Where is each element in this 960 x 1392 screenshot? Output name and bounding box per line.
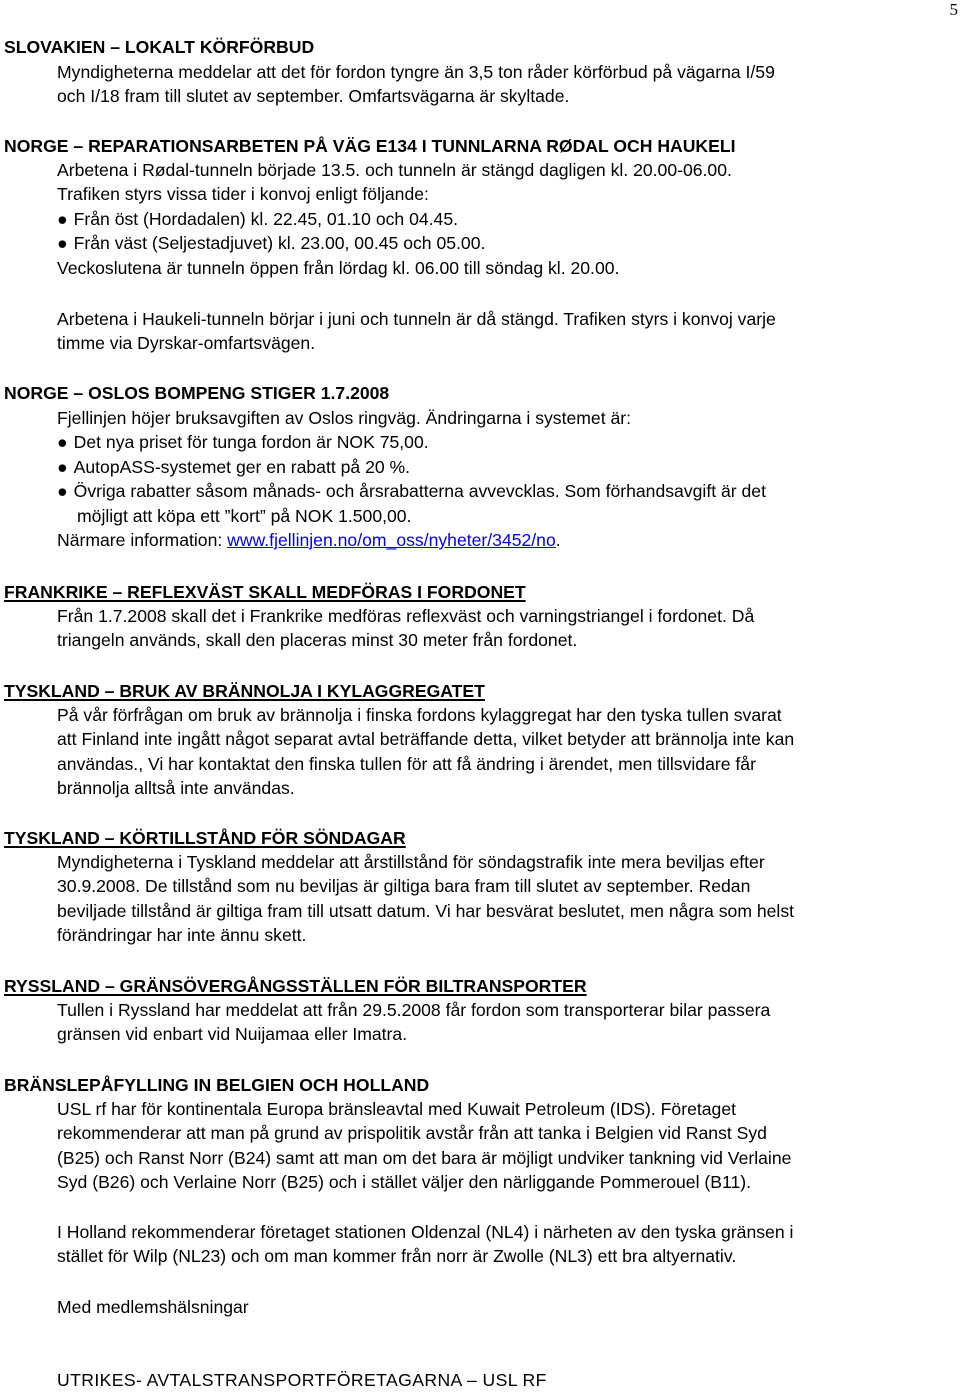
- list-item: ● Från öst (Hordadalen) kl. 22.45, 01.10 och 04.45.: [57, 207, 957, 231]
- text-line: triangeln används, skall den placeras minst 30 meter från fordonet.: [57, 630, 578, 651]
- footer: UTRIKES- AVTALSTRANSPORTFÖRETAGARNA – USL RF: [57, 1370, 547, 1390]
- bullet-icon: ●: [57, 456, 68, 477]
- text-line: gränsen vid enbart vid Nuijamaa eller Imatra.: [57, 1024, 408, 1045]
- list-item: ● Det nya priset för tunga fordon är NOK 75,00.: [57, 430, 957, 454]
- heading-slovakien: SLOVAKIEN – LOKALT KÖRFÖRBUD: [4, 37, 315, 57]
- text-line: Från 1.7.2008 skall det i Frankrike medföras reflexväst och varningstriangel i fordonet. Då: [57, 606, 755, 626]
- more-info-line: Närmare information: www.fjellinjen.no/om_oss/nyheter/3452/no.: [57, 530, 561, 551]
- text-line: Trafiken styrs vissa tider i konvoj enligt följande:: [57, 184, 429, 205]
- text-line: Myndigheterna i Tyskland meddelar att årstillstånd för söndagstrafik inte mera beviljas efter: [57, 852, 765, 872]
- text-line: förändringar har inte ännu skett.: [57, 925, 307, 946]
- text-line: och I/18 fram till slutet av september. Omfartsvägarna är skyltade.: [57, 86, 570, 107]
- page-number: 5: [949, 0, 958, 19]
- section-tyskland-brannolja-body: [57, 703, 957, 801]
- text-line: 30.9.2008. De tillstånd som nu beviljas är giltiga bara fram till slutet av september. Redan: [57, 876, 751, 897]
- text-line: I Holland rekommenderar företaget stationen Oldenzal (NL4) i närheten av den tyska gränsen i: [57, 1222, 794, 1242]
- text-line: beviljade tillstånd är giltiga fram till utsatt datum. Vi har besvärat beslutet, men några som helst: [57, 900, 795, 921]
- bullet-icon: ●: [57, 432, 68, 453]
- heading-oslo-bompeng: NORGE – OSLOS BOMPENG STIGER 1.7.2008: [4, 383, 390, 403]
- bullet-icon: ●: [57, 481, 68, 502]
- section-slovakien-body: [57, 60, 957, 109]
- text-line: rekommenderar att man på grund av prispolitik avstår från att tanka i Belgien vid Ranst Syd: [57, 1123, 767, 1144]
- heading-tyskland-kortillstand: TYSKLAND – KÖRTILLSTÅND FÖR SÖNDAGAR: [4, 828, 406, 848]
- text-line: Syd (B26) och Verlaine Norr (B25) och i stället väljer den närliggande Pommerouel (B11).: [57, 1172, 751, 1193]
- text-line: möjligt att köpa ett ”kort” på NOK 1.500,00.: [77, 505, 412, 526]
- section-haukeli-body: [57, 307, 957, 356]
- section-holland-body: [57, 1220, 957, 1269]
- bullet-icon: ●: [57, 233, 68, 254]
- text-line: (B25) och Ranst Norr (B24) samt att man om det bara är möjligt undviker tankning vid Verlaine: [57, 1147, 792, 1168]
- section-branslepafylling-body: [57, 1097, 957, 1195]
- heading-frankrike: FRANKRIKE – REFLEXVÄST SKALL MEDFÖRAS I FORDONET: [4, 582, 526, 602]
- heading-tyskland-brannolja: TYSKLAND – BRUK AV BRÄNNOLJA I KYLAGGREGATET: [4, 681, 485, 701]
- heading-branslepafylling: BRÄNSLEPÅFYLLING IN BELGIEN OCH HOLLAND: [4, 1075, 430, 1095]
- text-line: Tullen i Ryssland har meddelat att från 29.5.2008 får fordon som transporterar bilar passera: [57, 1000, 771, 1020]
- bullet-icon: ●: [57, 208, 68, 229]
- text-line: stället för Wilp (NL23) och om man kommer från norr är Zwolle (NL3) ett bra altyernativ.: [57, 1246, 737, 1267]
- section-ryssland-body: [57, 998, 957, 1047]
- text-line: användas., Vi har kontaktat den finska tullen för att få ändring i ärendet, men tillsvidare får: [57, 753, 756, 774]
- text-line: Arbetena i Rødal-tunneln började 13.5. och tunneln är stängd dagligen kl. 20.00-06.00.: [57, 160, 732, 180]
- text-line: Myndigheterna meddelar att det för fordon tyngre än 3,5 ton råder körförbud på vägarna I/59: [57, 62, 775, 82]
- text-line: Fjellinjen höjer bruksavgiften av Oslos ringväg. Ändringarna i systemet är:: [57, 408, 632, 428]
- text-line: brännolja alltså inte användas.: [57, 778, 295, 799]
- list-item: ● Övriga rabatter såsom månads- och årsrabatterna avvevcklas. Som förhandsavgift är det: [57, 479, 957, 503]
- fjellinjen-link[interactable]: www.fjellinjen.no/om_oss/nyheter/3452/no: [227, 530, 556, 551]
- section-tyskland-kortillstand-body: [57, 850, 957, 948]
- closing-text: Med medlemshälsningar: [57, 1297, 249, 1317]
- text-line: USL rf har för kontinentala Europa bränsleavtal med Kuwait Petroleum (IDS). Företaget: [57, 1099, 736, 1119]
- list-item: ● Från väst (Seljestadjuvet) kl. 23.00, 00.45 och 05.00.: [57, 231, 957, 255]
- section-norge-tunnlar-body: [57, 158, 957, 280]
- heading-ryssland: RYSSLAND – GRÄNSÖVERGÅNGSSTÄLLEN FÖR BILTRANSPORTER: [4, 976, 587, 996]
- text-line: att Finland inte ingått något separat avtal beträffande detta, vilket betyder att brännolja inte kan: [57, 729, 795, 750]
- section-frankrike-body: [57, 604, 957, 653]
- text-line: Arbetena i Haukeli-tunneln börjar i juni och tunneln är då stängd. Trafiken styrs i konvoj varje: [57, 309, 776, 329]
- heading-norge-tunnlar: NORGE – REPARATIONSARBETEN PÅ VÄG E134 I TUNNLARNA RØDAL OCH HAUKELI: [4, 136, 736, 156]
- text-line: På vår förfrågan om bruk av brännolja i finska fordons kylaggregat har den tyska tullen svarat: [57, 705, 782, 725]
- section-oslo-body: [57, 406, 957, 552]
- text-line: timme via Dyrskar-omfartsvägen.: [57, 333, 316, 354]
- text-line: Veckoslutena är tunneln öppen från lördag kl. 06.00 till söndag kl. 20.00.: [57, 257, 620, 278]
- list-item: ● AutopASS-systemet ger en rabatt på 20 %.: [57, 455, 957, 479]
